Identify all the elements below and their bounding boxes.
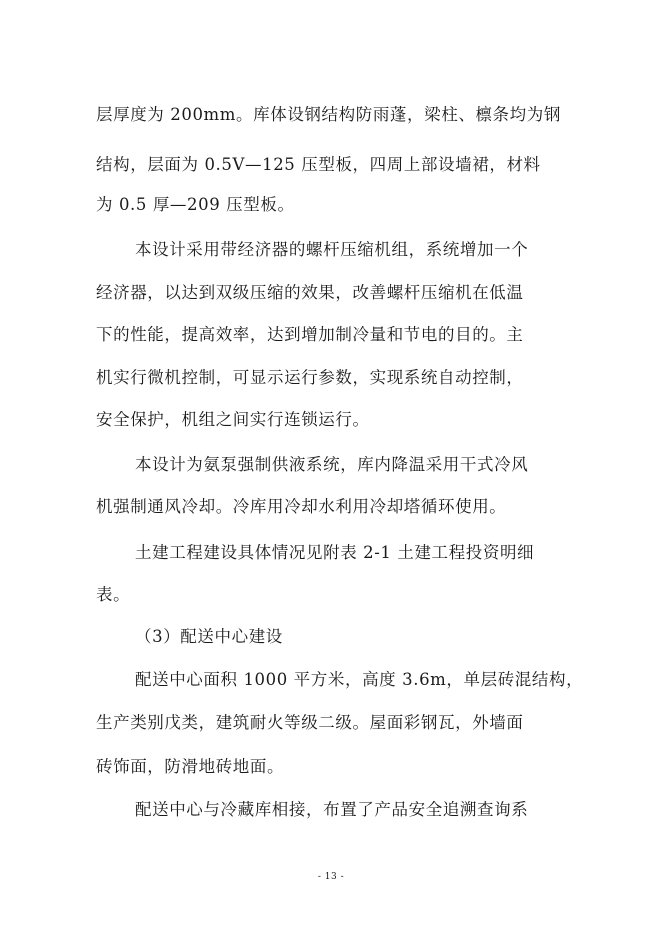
text-line: 为 0.5 厚—209 压型板。 xyxy=(96,195,295,214)
text-line: 安全保护，机组之间实行连锁运行。 xyxy=(96,410,370,429)
text-line: 生产类别戊类，建筑耐火等级二级。屋面彩钢瓦，外墙面 xyxy=(96,713,524,732)
paragraph-first-line: 本设计为氨泵强制供液系统，库内降温采用干式冷风 xyxy=(135,455,529,474)
paragraph-first-line: 本设计采用带经济器的螺杆压缩机组，系统增加一个 xyxy=(135,240,529,259)
text-line: 机实行微机控制，可显示运行参数，实现系统自动控制， xyxy=(96,368,524,387)
text-line: 结构，层面为 0.5V—125 压型板，四周上部设墙裙，材料 xyxy=(96,155,541,174)
text-line: 表。 xyxy=(96,585,131,604)
paragraph-first-line: 土建工程建设具体情况见附表 2-1 土建工程投资明细 xyxy=(135,543,535,562)
text-line: 下的性能，提高效率，达到增加制冷量和节电的目的。主 xyxy=(96,325,524,344)
paragraph-first-line: 配送中心面积 1000 平方米，高度 3.6m，单层砖混结构， xyxy=(135,670,584,689)
paragraph-first-line: 配送中心与冷藏库相接，布置了产品安全追溯查询系 xyxy=(135,800,529,819)
text-line: 砖饰面，防滑地砖地面。 xyxy=(96,757,285,776)
section-heading: （3）配送中心建设 xyxy=(135,627,283,646)
text-line: 层厚度为 200mm。库体设钢结构防雨蓬，梁柱、檩条均为钢 xyxy=(96,105,561,124)
page-number: - 13 - xyxy=(317,872,345,882)
text-line: 经济器，以达到双级压缩的效果，改善螺杆压缩机在低温 xyxy=(96,283,524,302)
text-line: 机强制通风冷却。冷库用冷却水利用冷却塔循环使用。 xyxy=(96,497,507,516)
